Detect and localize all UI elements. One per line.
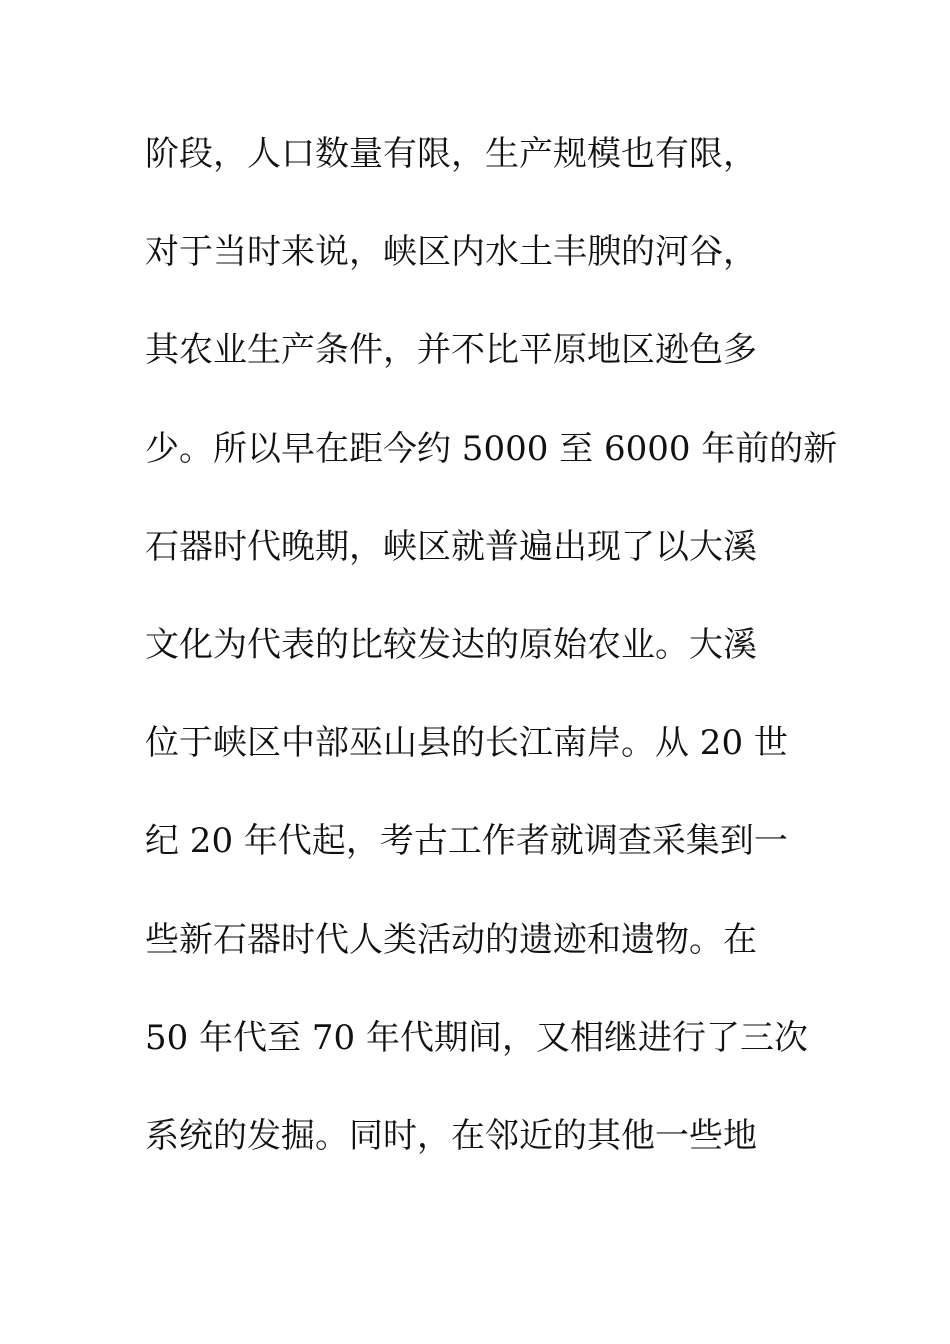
text-line: 系统的发掘。同时，在邻近的其他一些地 <box>145 1115 757 1156</box>
text-line: 位于峡区中部巫山县的长江南岸。从 20 世 <box>145 723 788 764</box>
text-line: 纪 20 年代起，考古工作者就调查采集到一 <box>145 821 788 862</box>
text-line: 少。所以早在距今约 5000 至 6000 年前的新 <box>145 428 838 469</box>
body-text <box>145 121 838 1201</box>
text-line: 其农业生产条件，并不比平原地区逊色多 <box>145 330 757 371</box>
text-line: 对于当时来说，峡区内水土丰腴的河谷， <box>145 232 757 273</box>
text-line: 些新石器时代人类活动的遗迹和遗物。在 <box>145 919 757 960</box>
text-line: 50 年代至 70 年代期间，又相继进行了三次 <box>145 1017 808 1058</box>
text-line: 阶段，人口数量有限，生产规模也有限， <box>145 134 757 174</box>
text-line: 文化为代表的比较发达的原始农业。大溪 <box>145 624 757 665</box>
text-line: 石器时代晚期，峡区就普遍出现了以大溪 <box>145 526 757 567</box>
